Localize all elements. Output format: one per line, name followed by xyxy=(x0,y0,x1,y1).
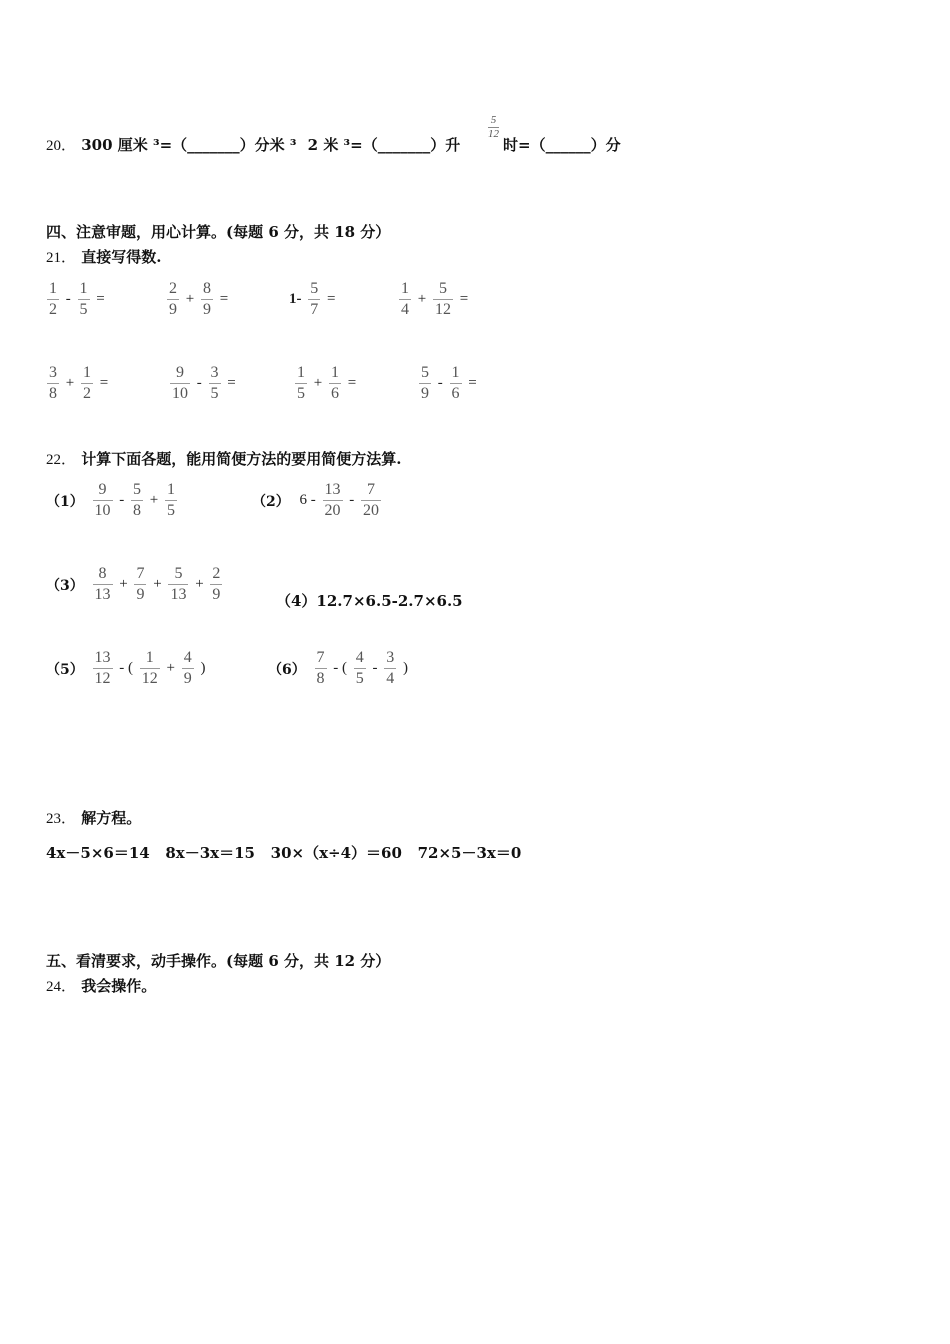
fraction-denominator: 10 xyxy=(94,502,111,519)
fraction-denominator: 5 xyxy=(210,385,219,402)
fraction-numerator: 5 xyxy=(421,364,429,381)
fraction-numerator: 4 xyxy=(355,649,364,666)
q21-item-8 xyxy=(418,363,479,404)
q20-part1: 300 厘米 ³=（_______）分米 ³ xyxy=(81,136,297,154)
close-paren: ) xyxy=(200,660,206,676)
q22-problem-5 xyxy=(46,648,207,689)
operator: - xyxy=(349,492,355,508)
problem-label: （6） xyxy=(268,661,306,678)
operator: - xyxy=(196,375,202,391)
q22-problem-4: （4）12.7×6.5-2.7×6.5 xyxy=(276,592,463,610)
problem-label: （2） xyxy=(252,493,290,510)
q22-heading xyxy=(46,448,401,469)
operator: - ( xyxy=(119,660,133,676)
q21-item-6 xyxy=(169,363,238,404)
fraction-numerator: 1 xyxy=(145,649,154,666)
operator: + xyxy=(195,576,204,592)
fraction-numerator: 1 xyxy=(297,364,305,381)
fraction-denominator: 9 xyxy=(183,670,192,687)
fraction-denominator: 5 xyxy=(297,385,305,402)
q24-heading xyxy=(46,975,156,996)
equals-sign: = xyxy=(96,291,105,307)
fraction-denominator: 9 xyxy=(202,301,211,318)
fraction-numerator: 13 xyxy=(324,481,341,498)
operator: - xyxy=(372,660,378,676)
operator: - ( xyxy=(333,660,347,676)
q23-heading xyxy=(46,807,141,828)
section4-title: 四、注意审题，用心计算。(每题 6 分，共 18 分） xyxy=(46,223,391,241)
fraction-denominator: 5 xyxy=(355,670,364,687)
equals-sign: = xyxy=(468,375,477,391)
problem-label: （1） xyxy=(46,493,84,510)
q21-item-7 xyxy=(294,363,358,404)
equals-sign: = xyxy=(459,291,469,307)
q20-part3: 时=（______）分 xyxy=(503,136,621,154)
q22-problem-1 xyxy=(46,480,178,521)
fraction-numerator: 5 xyxy=(438,280,447,297)
fraction-denominator: 13 xyxy=(94,586,111,603)
close-paren: ) xyxy=(403,660,408,676)
q21-item-4 xyxy=(398,279,470,320)
fraction-denominator: 8 xyxy=(49,385,57,402)
q22-problem-3 xyxy=(46,564,223,605)
fraction-numerator: 1 xyxy=(49,280,57,297)
q20-part2: 2 米 ³=（_______）升 xyxy=(307,136,461,154)
q20-number: 20． xyxy=(46,138,77,154)
equals-sign: = xyxy=(227,375,236,391)
fraction-denominator: 2 xyxy=(49,301,57,318)
fraction-numerator: 5 xyxy=(174,565,183,582)
fraction-numerator: 7 xyxy=(316,649,325,666)
q20-frac-num: 5 xyxy=(490,114,497,126)
fraction-numerator: 1 xyxy=(401,280,409,297)
q23-title: 解方程。 xyxy=(81,809,142,827)
q22-title: 计算下面各题，能用简便方法的要用简便方法算. xyxy=(81,450,402,468)
fraction-numerator: 2 xyxy=(212,565,221,582)
fraction-numerator: 9 xyxy=(98,481,107,498)
equals-sign: = xyxy=(219,291,229,307)
fraction-denominator: 5 xyxy=(166,502,175,519)
fraction-numerator: 1 xyxy=(330,364,339,381)
fraction-denominator: 2 xyxy=(82,385,91,402)
operator: + xyxy=(119,576,128,592)
fraction-denominator: 12 xyxy=(434,301,451,318)
fraction-denominator: 20 xyxy=(363,502,379,519)
equals-sign: = xyxy=(327,291,336,307)
q24-title: 我会操作。 xyxy=(81,977,157,995)
fraction-denominator: 6 xyxy=(451,385,460,402)
fraction-numerator: 5 xyxy=(310,280,319,297)
fraction-denominator: 10 xyxy=(172,385,188,402)
fraction-numerator: 3 xyxy=(49,364,57,381)
q20-small-fraction xyxy=(488,108,499,141)
fraction-numerator: 9 xyxy=(176,364,184,381)
fraction-numerator: 8 xyxy=(202,280,211,297)
fraction-numerator: 3 xyxy=(210,364,219,381)
operator: + xyxy=(149,492,159,508)
equals-sign: = xyxy=(99,375,109,391)
fraction-denominator: 9 xyxy=(212,586,221,603)
fraction-denominator: 13 xyxy=(170,586,187,603)
operator: + xyxy=(153,576,162,592)
fraction-numerator: 7 xyxy=(367,481,375,498)
q22-problem-2 xyxy=(252,480,382,521)
fraction-denominator: 8 xyxy=(133,502,141,519)
q23-number: 23． xyxy=(46,811,77,827)
operator: + xyxy=(185,291,195,307)
q24-number: 24． xyxy=(46,979,77,995)
operator: + xyxy=(65,375,75,391)
fraction-denominator: 8 xyxy=(316,670,325,687)
fraction-numerator: 1 xyxy=(82,364,91,381)
q21-item-2 xyxy=(166,279,230,320)
fraction-numerator: 7 xyxy=(136,565,145,582)
fraction-denominator: 12 xyxy=(141,670,158,687)
prefix-term: 1- xyxy=(289,291,302,307)
operator: + xyxy=(417,291,427,307)
fraction-denominator: 12 xyxy=(94,670,111,687)
q22-problem-6 xyxy=(268,648,410,689)
fraction-denominator: 7 xyxy=(310,301,319,318)
fraction-denominator: 4 xyxy=(401,301,409,318)
fraction-numerator: 3 xyxy=(386,649,395,666)
q21-item-3 xyxy=(287,279,337,320)
q21-number: 21． xyxy=(46,250,77,266)
q20-frac-den: 12 xyxy=(488,128,499,140)
operator: - xyxy=(65,291,71,307)
q21-title: 直接写得数. xyxy=(81,248,162,266)
fraction-denominator: 5 xyxy=(79,301,88,318)
q21-heading xyxy=(46,246,161,267)
fraction-denominator: 9 xyxy=(136,586,145,603)
q20-line xyxy=(46,134,460,155)
fraction-denominator: 6 xyxy=(330,385,339,402)
fraction-numerator: 2 xyxy=(169,280,177,297)
equals-sign: = xyxy=(347,375,357,391)
fraction-numerator: 13 xyxy=(94,649,111,666)
fraction-denominator: 9 xyxy=(421,385,429,402)
fraction-numerator: 5 xyxy=(133,481,141,498)
q22-number: 22． xyxy=(46,452,77,468)
fraction-numerator: 8 xyxy=(98,565,107,582)
fraction-numerator: 4 xyxy=(183,649,192,666)
q21-item-5 xyxy=(46,363,110,404)
operator: + xyxy=(166,660,175,676)
section5-title: 五、看清要求，动手操作。(每题 6 分，共 12 分） xyxy=(46,952,391,970)
problem-label: （3） xyxy=(46,577,84,594)
operator: - xyxy=(119,492,125,508)
fraction-numerator: 1 xyxy=(451,364,460,381)
fraction-numerator: 1 xyxy=(166,481,175,498)
fraction-denominator: 4 xyxy=(386,670,395,687)
operator: - xyxy=(437,375,443,391)
lead-term: 6 - xyxy=(299,492,316,508)
q23-equations: 4x－5×6＝14 8x－3x＝15 30×（x÷4）＝60 72×5－3x＝0 xyxy=(46,844,522,862)
fraction-denominator: 9 xyxy=(169,301,177,318)
q21-item-1 xyxy=(46,279,107,320)
fraction-denominator: 20 xyxy=(324,502,341,519)
fraction-numerator: 1 xyxy=(79,280,88,297)
operator: + xyxy=(313,375,323,391)
problem-label: （5） xyxy=(46,661,84,678)
